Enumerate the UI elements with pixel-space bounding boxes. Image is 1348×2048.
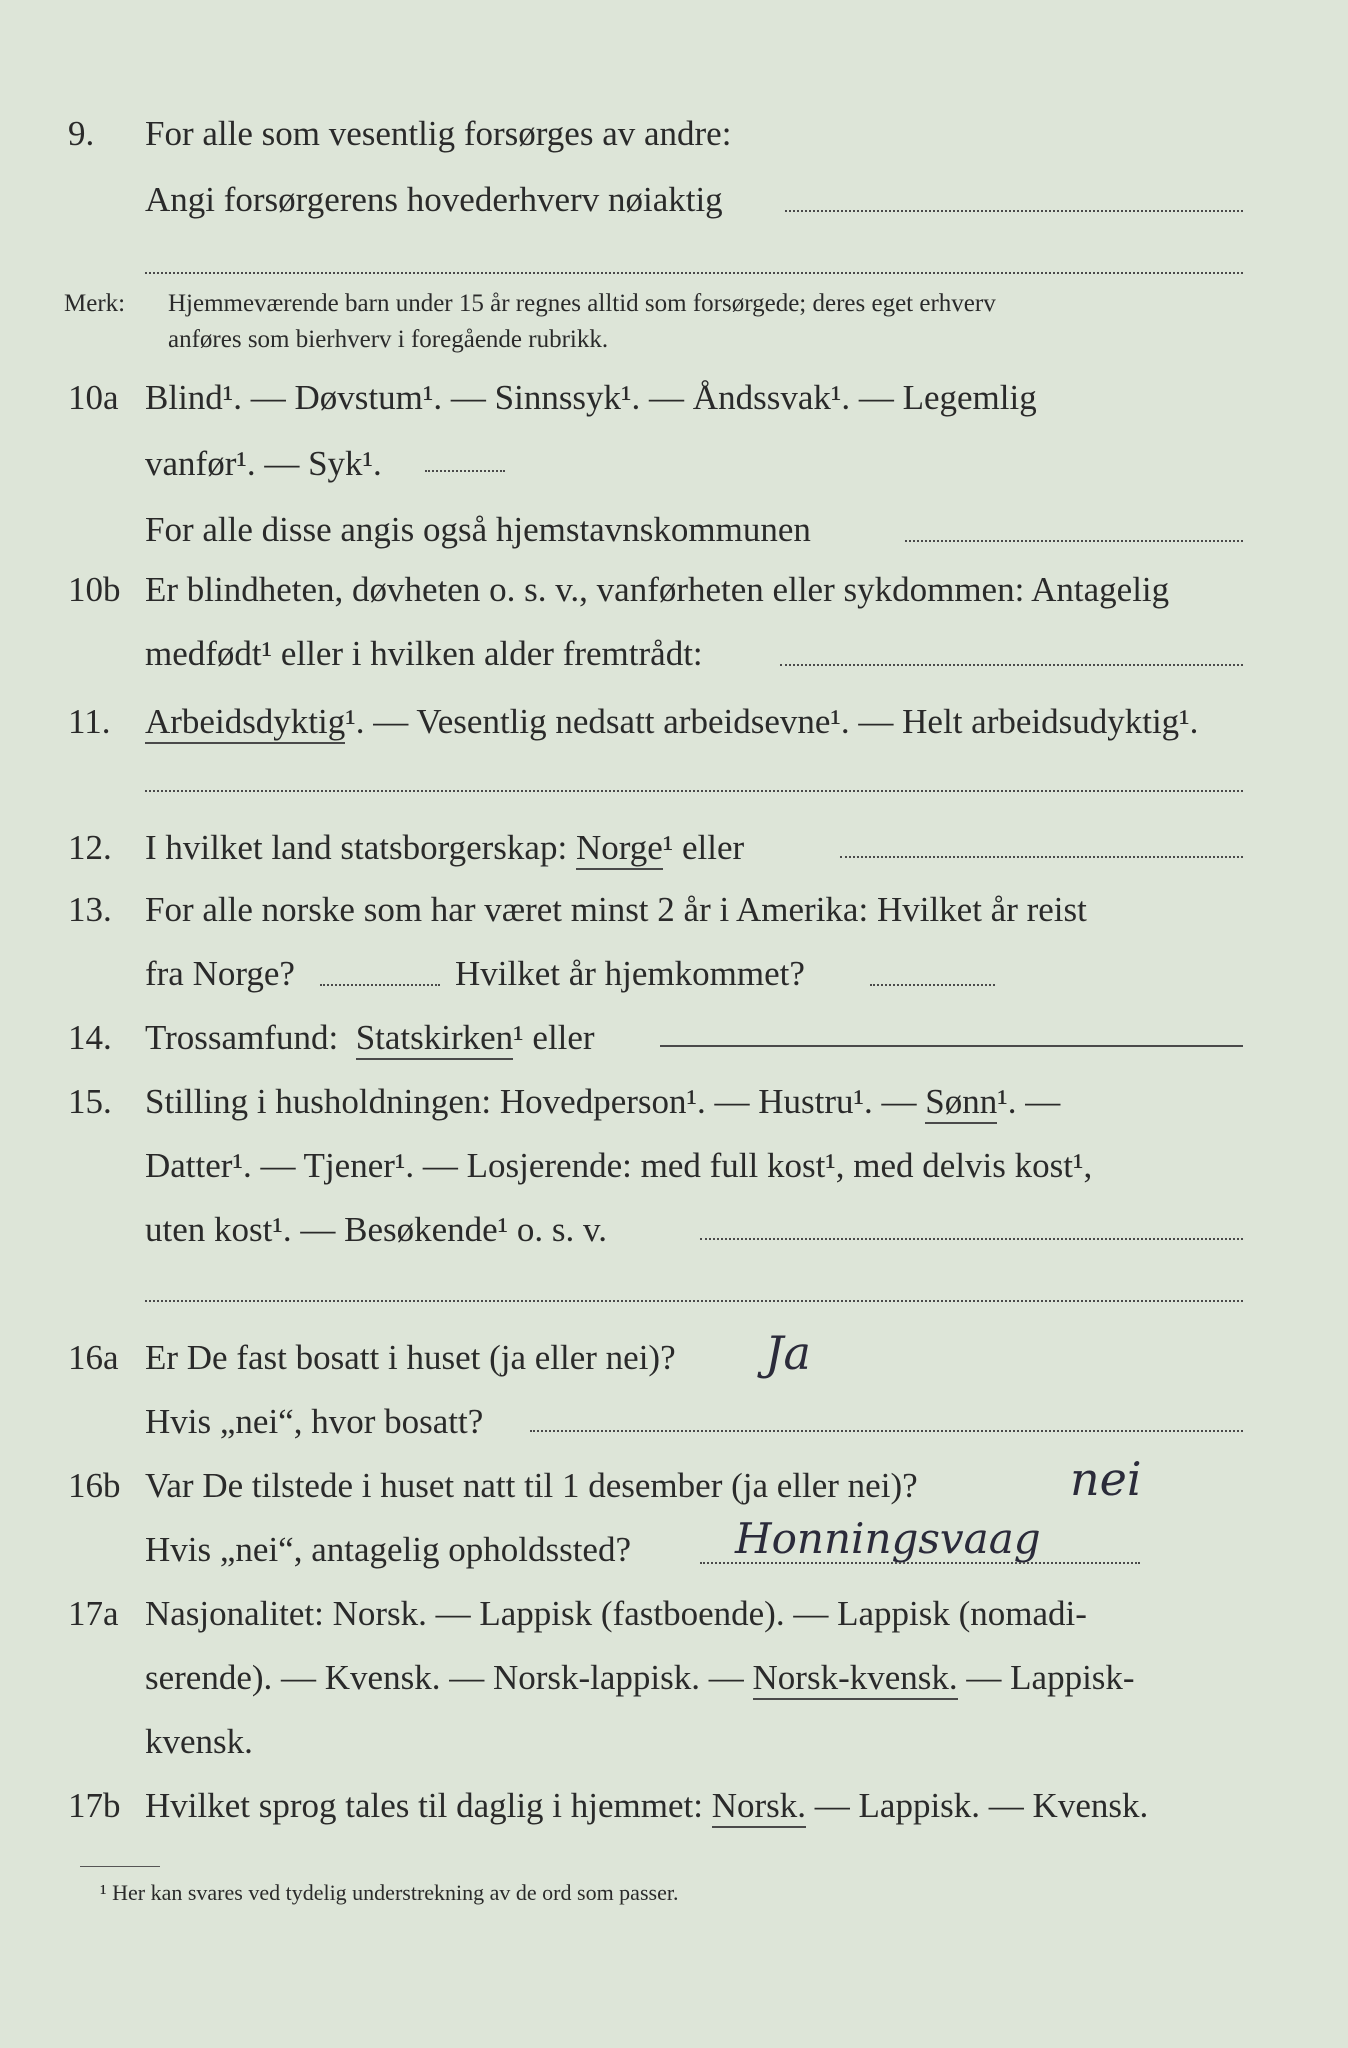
q16a-line-1: Er De fast bosatt i huset (ja eller nei)? [145,1338,676,1377]
q17b-underlined-choice: Norsk. [712,1786,806,1828]
q17a-line-3: kvensk. [145,1722,253,1761]
q12-number: 12. [68,828,112,867]
q11-underlined-choice: Arbeidsdyktig [145,702,345,744]
q14-answer-line [660,1045,1243,1047]
q13-line-1: For alle norske som har været minst 2 år i Amerika: Hvilket år reist [145,890,1087,929]
q10a-number: 10a [68,378,119,417]
q13-line-2a: fra Norge? [145,954,295,993]
merk-label: Merk: [64,290,126,317]
q10b-line-1: Er blindheten, døvheten o. s. v., vanførheten eller sykdommen: Antagelig [145,570,1170,609]
q12-text-2: ¹ eller [662,828,745,867]
q15-answer-line-2 [145,1300,1243,1302]
q16b-handwritten-answer-1: nei [1070,1452,1142,1506]
q13-line-2b: Hvilket år hjemkommet? [455,954,805,993]
q17b-line-1 [145,1784,1148,1828]
q16a-number: 16a [68,1338,119,1377]
q16b-line-2: Hvis „nei“, antagelig opholdssted? [145,1530,631,1569]
q9-line-2: Angi forsørgerens hovederhverv nøiaktig [145,180,723,219]
q13-reist-line [320,984,440,986]
q10a-answer-line [905,540,1243,542]
q16a-answer-line [530,1430,1243,1432]
q10a-line-3: For alle disse angis også hjemstavnskommunen [145,510,811,549]
q12-answer-line [840,856,1243,858]
merk-line-2: anføres som bierhverv i foregående rubrikk. [168,326,609,353]
q17b-number: 17b [68,1786,121,1825]
q16a-line-2: Hvis „nei“, hvor bosatt? [145,1402,484,1441]
q9-number: 9. [68,114,95,153]
q14-text-2: ¹ eller [513,1018,595,1057]
q14-underlined-choice: Statskirken [356,1018,513,1060]
q10a-line-1: Blind¹. — Døvstum¹. — Sinnssyk¹. — Åndssvak¹. — Legemlig [145,378,1037,417]
q15-line-1 [145,1080,1060,1124]
q11-line-1 [145,700,1198,744]
q13-number: 13. [68,890,112,929]
q10a-syk-line [425,470,505,472]
q14-line-1 [145,1016,595,1060]
footnote-divider [80,1866,160,1867]
q17a-line-2 [145,1656,1135,1700]
q17a-text-2: — Lappisk- [966,1658,1135,1697]
footnote: ¹ Her kan svares ved tydelig understrekning av de ord som passer. [100,1880,679,1905]
q14-text: Trossamfund: [145,1018,339,1057]
q10b-answer-line [780,664,1243,666]
q17b-text: Hvilket sprog tales til daglig i hjemmet: [145,1786,703,1825]
q16b-handwritten-answer-2: Honningsvaag [735,1514,1041,1563]
q11-answer-line [145,790,1243,792]
q14-number: 14. [68,1018,112,1057]
q16b-number: 16b [68,1466,121,1505]
q15-text: Stilling i husholdningen: Hovedperson¹. — Hustru¹. — [145,1082,917,1121]
q15-answer-line [700,1238,1243,1240]
q11-number: 11. [68,702,111,741]
q13-hjemkommet-line [870,984,995,986]
q16b-answer-line [700,1562,1140,1564]
q11-line-1-rest: ¹. — Vesentlig nedsatt arbeidsevne¹. — Helt arbeidsudyktig¹. [345,702,1199,741]
q10b-number: 10b [68,570,121,609]
q9-answer-line-2 [145,272,1243,274]
q17a-underlined-choice: Norsk-kvensk. [753,1658,958,1700]
q9-answer-line [785,210,1243,212]
q12-line-1 [145,826,744,870]
q9-line-1: For alle som vesentlig forsørges av andre: [145,114,732,153]
q17a-text: serende). — Kvensk. — Norsk-lappisk. — [145,1658,744,1697]
q17a-line-1: Nasjonalitet: Norsk. — Lappisk (fastboende). — Lappisk (nomadi- [145,1594,1087,1633]
q12-text: I hvilket land statsborgerskap: [145,828,568,867]
q10a-line-2: vanfør¹. — Syk¹. [145,444,382,483]
merk-line-1: Hjemmeværende barn under 15 år regnes alltid som forsørgede; deres eget erhverv [168,290,996,317]
q17a-number: 17a [68,1594,119,1633]
q16b-line-1: Var De tilstede i huset natt til 1 desember (ja eller nei)? [145,1466,918,1505]
q15-text-2: ¹. — [997,1082,1061,1121]
q12-underlined-choice: Norge [576,828,663,870]
q17b-text-2: — Lappisk. — Kvensk. [814,1786,1149,1825]
q10b-line-2: medfødt¹ eller i hvilken alder fremtrådt: [145,634,703,673]
q15-line-3: uten kost¹. — Besøkende¹ o. s. v. [145,1210,608,1249]
q15-line-2: Datter¹. — Tjener¹. — Losjerende: med full kost¹, med delvis kost¹, [145,1146,1093,1185]
q16a-handwritten-answer: Ja [765,1326,811,1380]
q15-number: 15. [68,1082,112,1121]
q15-underlined-choice: Sønn [925,1082,997,1124]
